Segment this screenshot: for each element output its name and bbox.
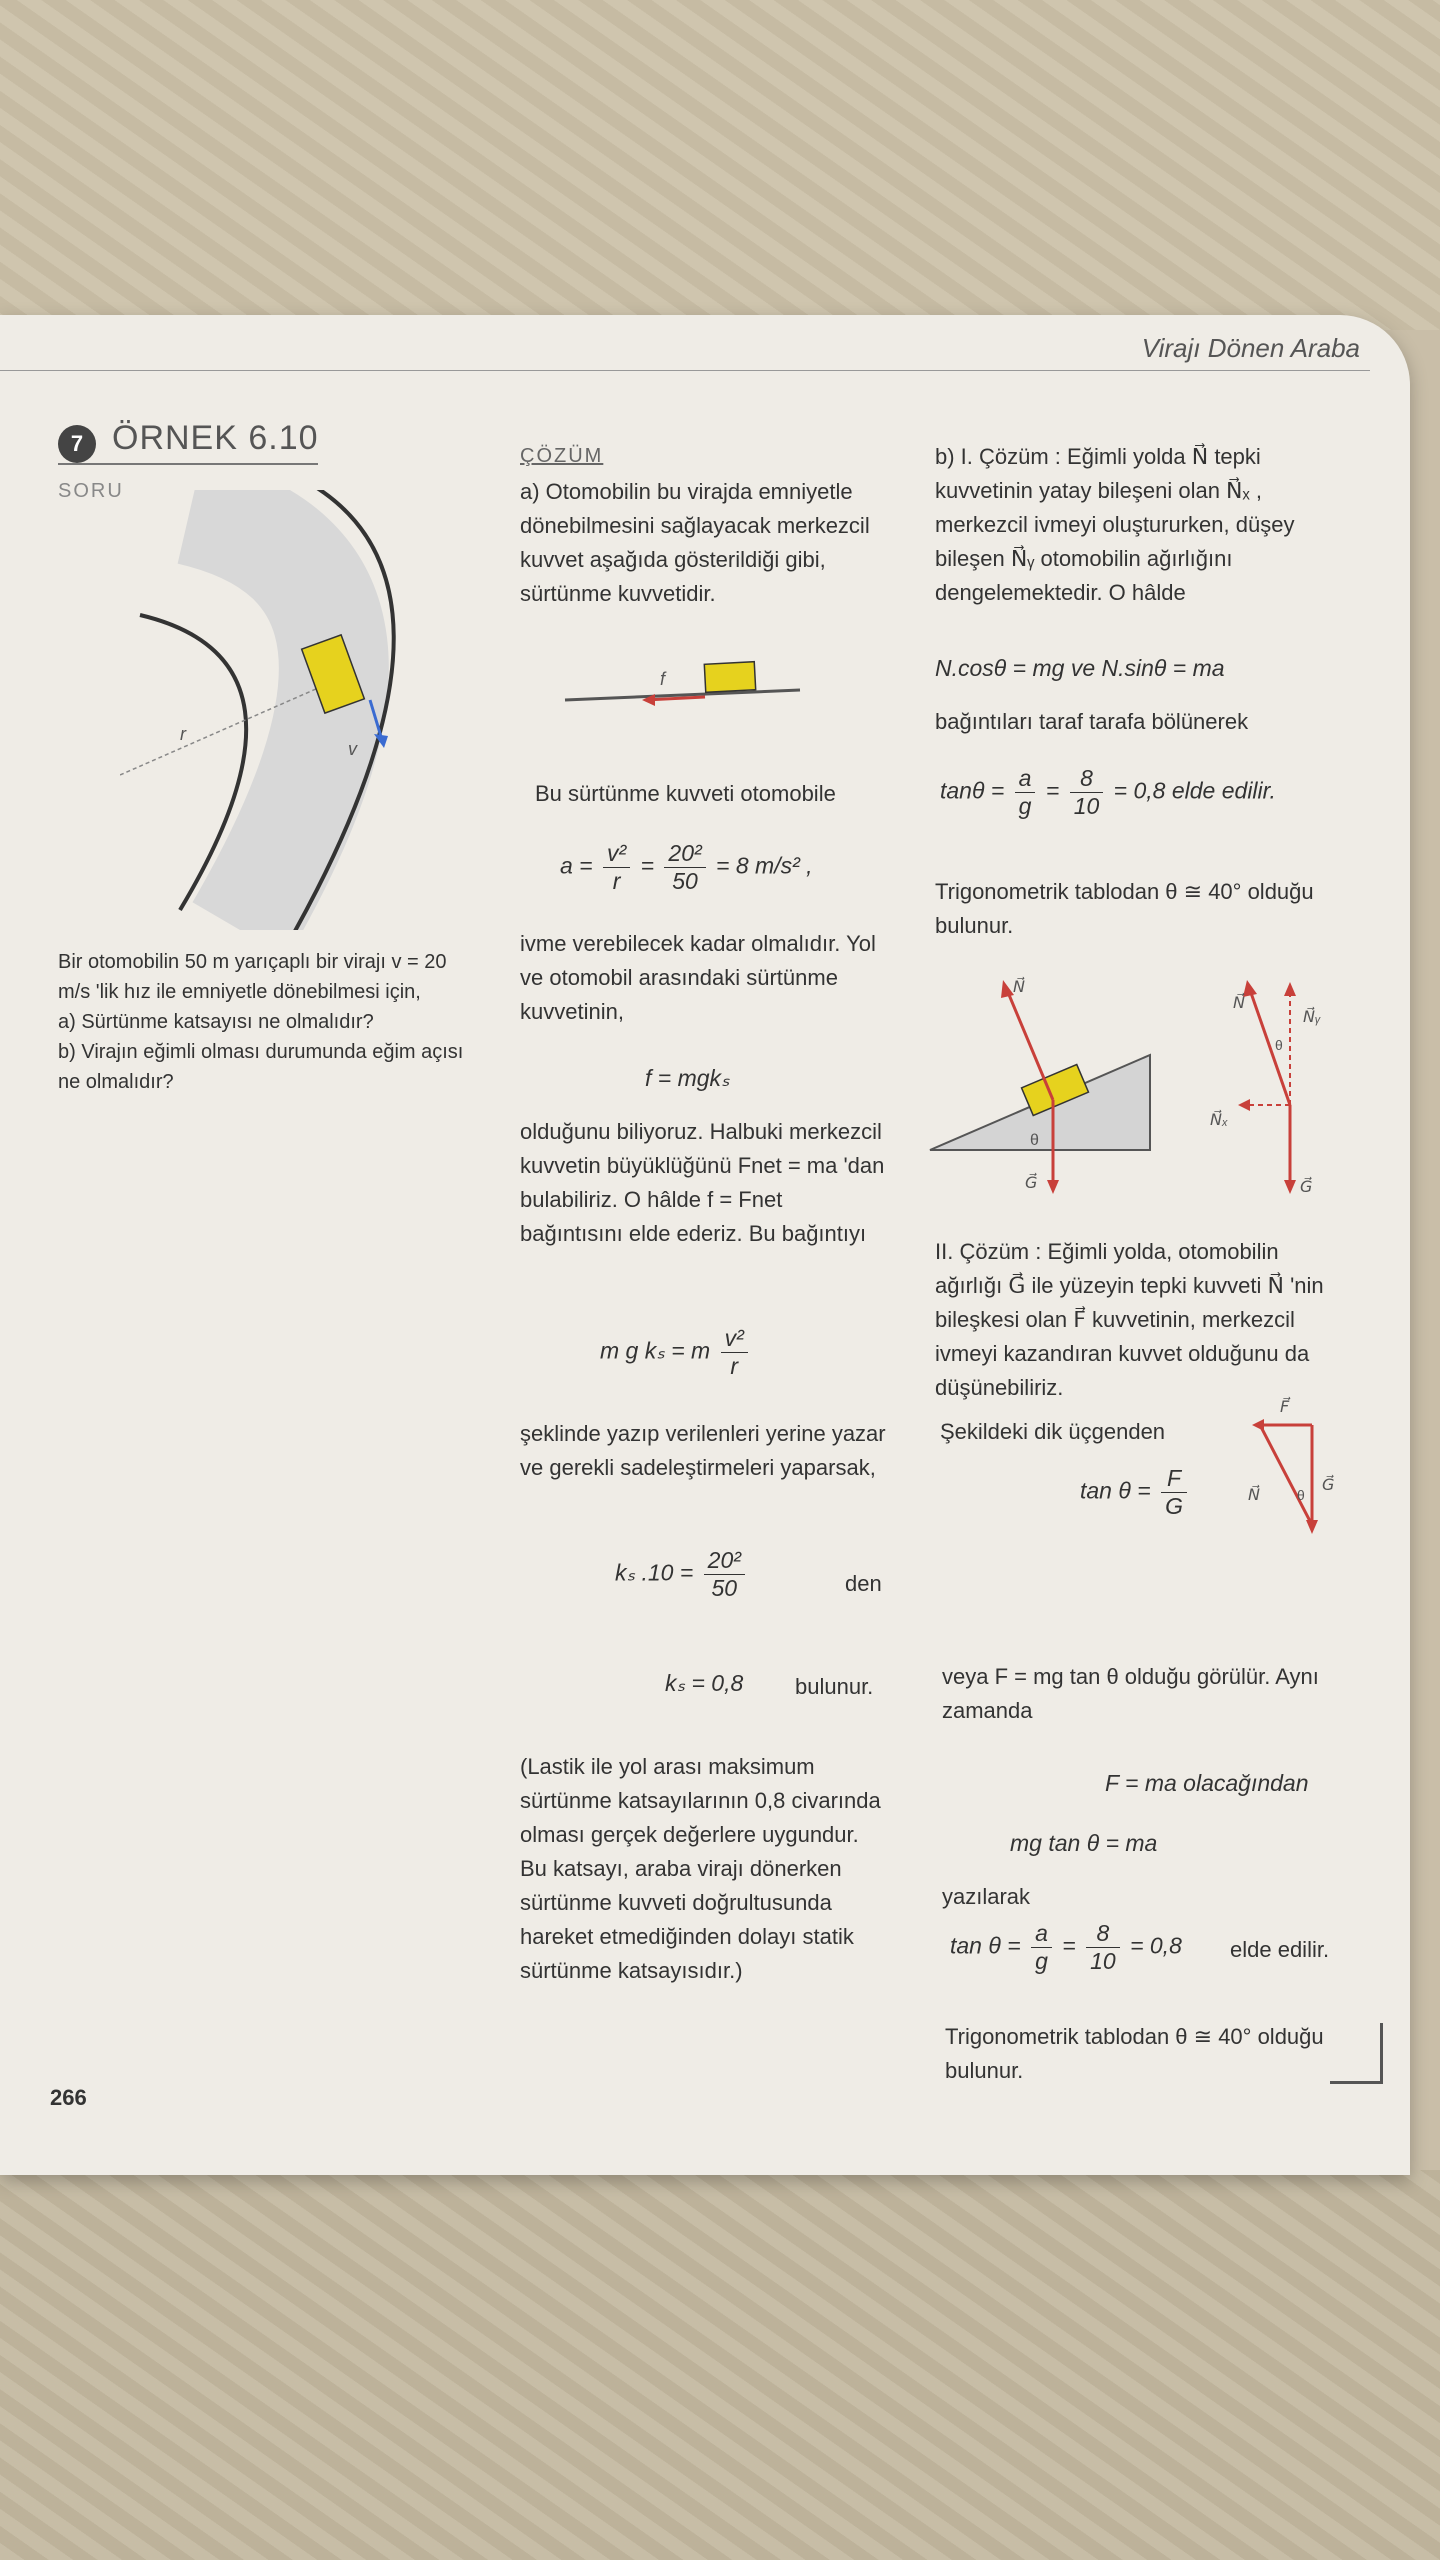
accel-den1: r — [612, 868, 621, 894]
page-number: 266 — [50, 2085, 87, 2110]
triangle-theta-label: θ — [1297, 1487, 1305, 1503]
accel-eq1: = — [640, 852, 655, 879]
triangle-n-label: N⃗ — [1248, 1487, 1260, 1504]
solution-b2-result: Trigonometrik tablodan θ ≅ 40° olduğu bulunur. — [945, 2024, 1324, 2083]
ks-den: 50 — [711, 1575, 738, 1601]
tan1-rhs: = 0,8 elde edilir. — [1113, 777, 1276, 804]
triangle-g-label: G⃗ — [1322, 1477, 1335, 1494]
tan3-suffix: elde edilir. — [1230, 1937, 1330, 1962]
header-rule — [0, 370, 1370, 371]
ks-result: kₛ = 0,8 — [665, 1670, 744, 1696]
solution-b2-line1: veya F = mg tan θ olduğu görülür. Aynı zamanda — [942, 1664, 1319, 1723]
desk-background-bottom — [0, 2170, 1440, 2560]
solution-note: (Lastik ile yol arası maksimum sürtünme katsayılarının 0,8 civarında olması gerçek değerlere uygundur. Bu katsayı, araba virajı dönerken sürtünme kuvveti doğrultusunda hareket etmediğinden dolayı statik sürtünme katsayısıdır.) — [520, 1754, 881, 1983]
tan1-den2: 10 — [1073, 793, 1100, 819]
question-statement: Bir otomobilin 50 m yarıçaplı bir virajı v = 20 m/s 'lik hız ile emniyetle dönebilmesi için, — [58, 951, 447, 1003]
tan2-den: G — [1165, 1493, 1183, 1519]
friction-figure — [560, 645, 810, 725]
ks-lhs: kₛ .10 = — [615, 1559, 694, 1586]
b2-fma: F = ma olacağından — [1105, 1770, 1309, 1796]
b1-equations: N.cosθ = mg ve N.sinθ = ma — [935, 655, 1225, 681]
b2-yazilarak: yazılarak — [942, 1884, 1031, 1909]
end-bracket — [1330, 2023, 1383, 2084]
ks-num: 20² — [704, 1547, 745, 1575]
tan3-den2: 10 — [1090, 1948, 1116, 1974]
ks-equation — [615, 1547, 749, 1602]
friction-equation: f = mgkₛ — [645, 1065, 730, 1091]
force-triangle-figure — [1240, 1390, 1350, 1540]
tan2-lhs: tan θ = — [1080, 1477, 1151, 1504]
b2-mgtan: mg tan θ = ma — [1010, 1830, 1158, 1856]
tan1-eq: = — [1045, 777, 1060, 804]
solution-a-line2: ivme verebilecek kadar olmalıdır. Yol ve otomobil arasındaki sürtünme kuvvetinin, — [520, 931, 876, 1024]
tan-equation-1 — [940, 765, 1276, 820]
example-title: ÖRNEK 6.10 — [112, 419, 319, 457]
running-head: Virajı Dönen Araba — [1141, 333, 1360, 363]
banked-n-label: N⃗ — [1013, 979, 1025, 996]
accel-rhs: = 8 m/s² , — [716, 852, 813, 879]
banked-theta-label: θ — [1030, 1132, 1039, 1149]
road-curve-figure — [120, 490, 420, 930]
example-rule — [58, 463, 318, 465]
question-item-b: b) Virajın eğimli olması durumunda eğim açısı ne olmalıdır? — [58, 1041, 464, 1093]
soru-label: SORU — [58, 480, 124, 502]
tan3-den1: g — [1035, 1948, 1048, 1974]
banked-g-label: G⃗ — [1025, 1175, 1038, 1192]
tan1-num2: 8 — [1070, 765, 1104, 793]
tan1-lhs: tanθ = — [940, 777, 1005, 804]
tan1-den1: g — [1018, 793, 1032, 819]
solution-b2-triangle: Şekildeki dik üçgenden — [940, 1419, 1166, 1444]
solution-b1-line: bağıntıları taraf tarafa bölünerek — [935, 709, 1249, 734]
ks-result-suffix: bulunur. — [795, 1674, 874, 1699]
solution-a-intro: a) Otomobilin bu virajda emniyetle dönebilmesini sağlayacak merkezcil kuvvet aşağıda gösterildiği gibi, sürtünme kuvvetidir. — [520, 479, 870, 606]
tan3-num2: 8 — [1086, 1920, 1120, 1948]
vector-nx-label: N⃗ₓ — [1210, 1112, 1229, 1129]
tan3-rhs: = 0,8 — [1130, 1932, 1182, 1959]
velocity-label: v — [348, 739, 357, 759]
tan2-num: F — [1161, 1465, 1187, 1493]
tan3-lhs: tan θ = — [950, 1932, 1021, 1959]
friction-label: f — [660, 669, 666, 689]
vector-g-label: G⃗ — [1300, 1179, 1313, 1196]
triangle-f-label: F⃗ — [1280, 1399, 1290, 1416]
example-badge-icon: 7 — [58, 425, 96, 463]
desk-background-top — [0, 0, 1440, 330]
acceleration-equation — [560, 840, 813, 895]
accel-num1: v² — [603, 840, 630, 868]
mgk-num: v² — [721, 1325, 748, 1353]
vector-n-label: N⃗ — [1233, 995, 1245, 1012]
vector-ny-label: N⃗ᵧ — [1303, 1009, 1321, 1026]
tan3-eq: = — [1062, 1932, 1076, 1959]
cozum-label: ÇÖZÜM — [520, 445, 604, 467]
mgk-equation — [600, 1325, 752, 1380]
solution-a-line4: şeklinde yazıp verilenleri yerine yazar ve gerekli sadeleştirmeleri yaparsak, — [520, 1421, 886, 1480]
solution-a-line3: olduğunu biliyoruz. Halbuki merkezcil kuvvetin büyüklüğünü Fnet = ma 'dan bulabiliriz. O hâlde f = Fnet bağıntısını elde ederiz. Bu bağıntıyı — [520, 1119, 885, 1246]
question-item-a: a) Sürtünme katsayısı ne olmalıdır? — [58, 1011, 374, 1033]
tan3-num1: a — [1031, 1920, 1052, 1948]
accel-den2: 50 — [672, 868, 698, 894]
mgk-lhs: m g kₛ = m — [600, 1337, 711, 1364]
textbook-page — [0, 315, 1410, 2175]
banked-road-figure — [925, 970, 1345, 1200]
solution-b2-text: II. Çözüm : Eğimli yolda, otomobilin ağırlığı G⃗ ile yüzeyin tepki kuvveti N⃗ 'nin bileşkesi olan F⃗ kuvvetinin, merkezcil ivmeyi kazandıran kuvvet olduğunu da düşünebiliriz. — [935, 1239, 1324, 1400]
tan-equation-2 — [1080, 1465, 1191, 1520]
question-text — [58, 947, 478, 1097]
solution-a-line1: Bu sürtünme kuvveti otomobile — [535, 781, 836, 806]
tan1-num1: a — [1015, 765, 1036, 793]
solution-b1-result: Trigonometrik tablodan θ ≅ 40° olduğu bulunur. — [935, 879, 1314, 938]
ks-suffix: den — [845, 1571, 882, 1596]
mgk-den: r — [730, 1353, 738, 1379]
solution-b1-text: b) I. Çözüm : Eğimli yolda N⃗ tepki kuvvetinin yatay bileşeni olan N⃗ₓ , merkezcil ivmeyi oluştururken, düşey bileşen N⃗ᵧ otomobilin ağırlığını dengelemektedir. O hâlde — [935, 444, 1295, 605]
radius-label: r — [180, 724, 186, 744]
accel-num2: 20² — [664, 840, 705, 868]
tan-equation-3 — [950, 1920, 1182, 1975]
accel-lhs: a = — [560, 852, 593, 879]
vector-theta-label: θ — [1275, 1037, 1283, 1053]
